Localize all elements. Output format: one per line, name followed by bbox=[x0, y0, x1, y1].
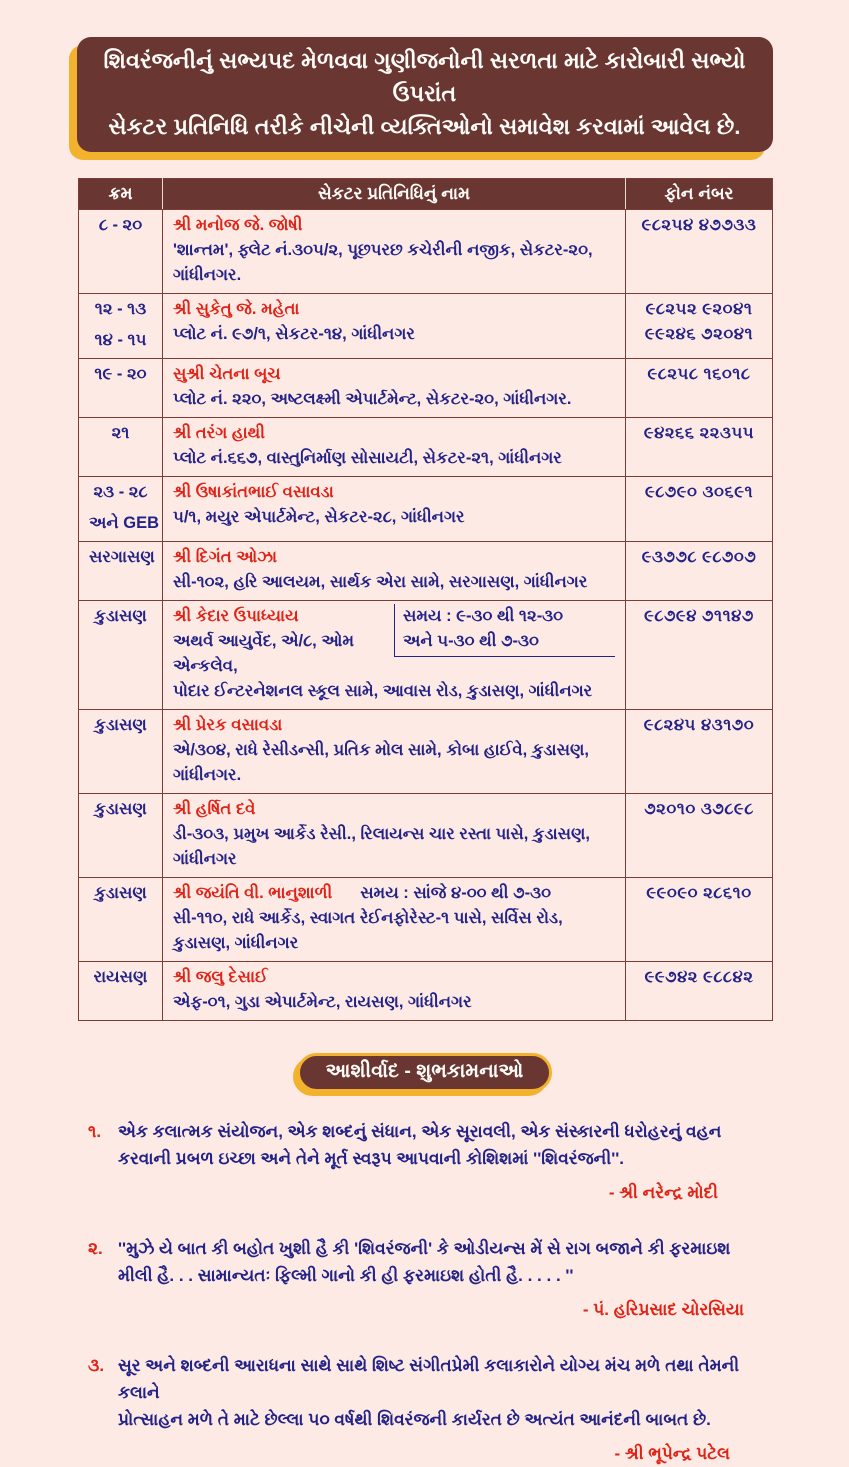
kram-line: ૧૪ - ૧૫ bbox=[94, 331, 147, 349]
table-row bbox=[79, 878, 773, 962]
quote-attribution: - પં. હરિપ્રસાદ ચોરસિયા bbox=[582, 1300, 744, 1319]
kram-cell bbox=[79, 710, 163, 794]
name-address-cell bbox=[163, 210, 626, 294]
address-line: પોદાર ઈન્ટરનેશનલ સ્કૂલ સામે, આવાસ રોડ, કુડાસણ, ગાંધીનગર bbox=[173, 682, 593, 700]
address-line: એફ-૦૧, ગુડા એપાર્ટમેન્ટ, રાયસણ, ગાંધીનગર bbox=[173, 993, 472, 1011]
kram-cell bbox=[79, 542, 163, 601]
representative-name: શ્રી કેદાર ઉપાધ્યાય bbox=[173, 607, 299, 625]
time-line: સમય : ૯-૩૦ થી ૧૨-૩૦ bbox=[403, 607, 564, 625]
document-page bbox=[0, 37, 849, 1463]
phone-cell bbox=[626, 418, 773, 477]
address-line: પ્લોટ નં.૬૬૭, વાસ્તુનિર્માણ સોસાયટી, સેકટર-૨૧, ગાંધીનગર bbox=[173, 449, 562, 467]
quote-line: સૂર અને શબ્દની આરાધના સાથે સાથે શિષ્ટ સંગીતપ્રેમી કલાકારોને યોગ્ય મંચ મળે તથા તેમની કલાને bbox=[118, 1356, 740, 1402]
table-row bbox=[79, 294, 773, 359]
representative-name: શ્રી સુકેતુ જે. મહેતા bbox=[173, 300, 300, 318]
quote-2 bbox=[88, 1235, 748, 1323]
badge-container bbox=[0, 1053, 849, 1092]
kram-cell bbox=[79, 601, 163, 710]
phone-number: ૭૨૦૧૦ ૩૭૮૯૮ bbox=[644, 800, 754, 818]
phone-number: ૯૮૨૫૮ ૧૬૦૧૮ bbox=[647, 365, 751, 383]
kram-line: ૨૧ bbox=[111, 424, 130, 442]
kram-cell bbox=[79, 878, 163, 962]
kram-line: ૧૨ - ૧૩ bbox=[94, 300, 147, 318]
quote-body bbox=[118, 1352, 748, 1467]
phone-cell bbox=[626, 359, 773, 418]
header-row bbox=[79, 179, 773, 210]
name-address-cell bbox=[163, 294, 626, 359]
time-box bbox=[394, 604, 615, 657]
quote-number: ૩. bbox=[88, 1356, 105, 1375]
kram-line: ૮ - ૨૦ bbox=[98, 216, 143, 234]
phone-number: ૯૪૨૬૬ ૨૨૩૫૫ bbox=[643, 424, 755, 442]
phone-number: ૯૩૭૭૮ ૯૮૭૦૭ bbox=[641, 548, 757, 566]
name-line bbox=[173, 362, 615, 387]
phone-cell bbox=[626, 477, 773, 542]
table-row bbox=[79, 601, 773, 710]
address-line: ડી-૩૦૩, પ્રમુખ આર્કેડ રેસી., રિલાયન્સ ચાર રસ્તા પાસે, કુડાસણ, ગાંધીનગર bbox=[173, 825, 591, 868]
phone-number: ૯૮૨૫૪ ૪૭૭૩૩ bbox=[641, 216, 757, 234]
representative-name: શ્રી પ્રેરક વસાવડા bbox=[173, 716, 283, 734]
phone-cell bbox=[626, 601, 773, 710]
kram-line: ૨૩ - ૨૮ bbox=[93, 483, 148, 501]
quote-line: મીલી હૈ. . . સામાન્યતઃ ફિલ્મી ગાનો કી હી ફરમાઇશ હોતી હૈ. . . . . '' bbox=[118, 1266, 574, 1285]
title-banner bbox=[77, 37, 773, 152]
quote-line: કરવાની પ્રબળ ઇચ્છા અને તેને મૂર્ત સ્વરૂપ આપવાની કોશિશમાં ''શિવરંજની''. bbox=[118, 1149, 625, 1168]
kram-line: અને GEB bbox=[89, 514, 160, 532]
address-line: અથર્વ આયુર્વેદ, એ/૮, ઓમ એન્કલેવ, bbox=[173, 632, 354, 675]
phone-cell bbox=[626, 542, 773, 601]
quote-body bbox=[118, 1118, 748, 1206]
quote-attribution: - શ્રી ભૂપેન્દ્ર પટેલ bbox=[614, 1444, 730, 1463]
table-row bbox=[79, 542, 773, 601]
name-address-cell bbox=[163, 878, 626, 962]
quote-1 bbox=[88, 1118, 748, 1206]
quote-attribution: - શ્રી નરેન્દ્ર મોદી bbox=[608, 1183, 718, 1202]
table-header bbox=[79, 179, 773, 210]
table-row bbox=[79, 794, 773, 878]
phone-number: ૯૮૭૯૦ ૩૦૬૯૧ bbox=[644, 483, 754, 501]
quote-number: ૧. bbox=[88, 1122, 102, 1141]
table-row bbox=[79, 210, 773, 294]
address-line: પ્લોટ નં. ૨૨૦, અષ્ટલક્ષ્મી એપાર્ટમેન્ટ, સેકટર-૨૦, ગાંધીનગર. bbox=[173, 390, 572, 408]
kram-cell bbox=[79, 210, 163, 294]
representative-name: શ્રી ઉષાકાંતભાઈ વસાવડા bbox=[173, 483, 334, 501]
header-kram: ક્રમ bbox=[79, 179, 163, 210]
quote-number: ૨. bbox=[88, 1239, 103, 1258]
table-row bbox=[79, 359, 773, 418]
name-line bbox=[173, 421, 615, 446]
name-line bbox=[173, 213, 615, 238]
phone-cell bbox=[626, 294, 773, 359]
name-line bbox=[173, 881, 615, 906]
representatives-table bbox=[78, 178, 773, 1021]
time-inline: સમય : સાંજે ૪-૦૦ થી ૭-૩૦ bbox=[360, 884, 551, 902]
header-phone: ફોન નંબર bbox=[626, 179, 773, 210]
phone-number: ૯૮૨૪૫ ૪૩૧૭૦ bbox=[643, 716, 755, 734]
name-address-cell bbox=[163, 418, 626, 477]
kram-line: કુડાસણ bbox=[94, 607, 147, 625]
quote-body bbox=[118, 1235, 748, 1323]
kram-cell bbox=[79, 477, 163, 542]
representative-name: શ્રી દિગંત ઓઝા bbox=[173, 548, 278, 566]
table-row bbox=[79, 418, 773, 477]
name-line bbox=[173, 965, 615, 990]
phone-cell bbox=[626, 710, 773, 794]
table-row bbox=[79, 962, 773, 1021]
quote-line: એક કલાત્મક સંયોજન, એક શબ્દનું સંધાન, એક સૂરાવલી, એક સંસ્કારની ધરોહરનું વહન bbox=[118, 1122, 722, 1141]
quote-line: ''મુઝે યે બાત કી બહોત ખુશી હૈ કી 'શિવરંજની' કે ઓડીયન્સ મેં સે રાગ બજાને કી ફરમાઇશ bbox=[118, 1239, 731, 1258]
address-line: કુડાસણ, ગાંધીનગર bbox=[173, 934, 299, 952]
phone-number: ૯૯૦૯૦ ૨૮૬૧૦ bbox=[646, 884, 752, 902]
kram-line: કુડાસણ bbox=[94, 716, 147, 734]
representative-name: સુશ્રી ચેતના બૂચ bbox=[173, 365, 281, 383]
kram-line: ૧૯ - ૨૦ bbox=[94, 365, 147, 383]
name-address-cell bbox=[163, 710, 626, 794]
name-address-cell bbox=[163, 962, 626, 1021]
kram-cell bbox=[79, 794, 163, 878]
table-body bbox=[79, 210, 773, 1021]
phone-number: ૯૯૨૪૬ ૭૨૦૪૧ bbox=[644, 325, 754, 343]
name-address-cell bbox=[163, 794, 626, 878]
kram-line: કુડાસણ bbox=[94, 884, 147, 902]
phone-cell bbox=[626, 210, 773, 294]
kram-cell bbox=[79, 359, 163, 418]
phone-number: ૯૮૨૫૨ ૯૨૦૪૧ bbox=[645, 300, 753, 318]
kram-cell bbox=[79, 294, 163, 359]
representative-name: શ્રી મનોજ જે. જોષી bbox=[173, 216, 303, 234]
address-line: એ/૩૦૪, રાધે રેસીડન્સી, પ્રતિક મોલ સામે, કોબા હાઈવે, કુડાસણ, ગાંધીનગર. bbox=[173, 741, 589, 784]
address-line: સી-૧૧૦, રાધે આર્કેડ, સ્વાગત રેઈનફોરેસ્ટ-૧ પાસે, સર્વિસ રોડ, bbox=[173, 909, 563, 927]
name-line bbox=[173, 797, 615, 822]
name-address-cell bbox=[163, 477, 626, 542]
table-row bbox=[79, 477, 773, 542]
quote-line: પ્રોત્સાહન મળે તે માટે છેલ્લા ૫૦ વર્ષથી શિવરંજની કાર્યરત છે અત્યંત આનંદની બાબત છે. bbox=[118, 1410, 711, 1429]
banner-line-1: શિવરંજનીનું સભ્યપદ મેળવવા ગુણીજનોની સરળતા માટે કારોબારી સભ્યો ઉપરાંત bbox=[103, 48, 746, 106]
phone-cell bbox=[626, 878, 773, 962]
name-line bbox=[173, 297, 615, 322]
banner-line-2: સેકટર પ્રતિનિધિ તરીકે નીચેની વ્યક્તિઓનો સમાવેશ કરવામાં આવેલ છે. bbox=[108, 114, 741, 139]
phone-number: ૯૯૭૪૨ ૯૮૮૪૨ bbox=[644, 968, 754, 986]
table-row bbox=[79, 710, 773, 794]
kram-cell bbox=[79, 962, 163, 1021]
address-line: ૫/૧, મયુર એપાર્ટમેન્ટ, સેકટર-૨૮, ગાંધીનગર bbox=[173, 508, 465, 526]
kram-line: રાયસણ bbox=[93, 968, 148, 986]
representative-name: શ્રી જલુ દેસાઈ bbox=[173, 968, 268, 986]
name-address-cell bbox=[163, 601, 626, 710]
phone-number: ૯૮૭૯૪ ૭૧૧૪૭ bbox=[644, 607, 754, 625]
representative-name: શ્રી હર્ષિત દવે bbox=[173, 800, 256, 818]
name-line bbox=[173, 545, 615, 570]
phone-cell bbox=[626, 962, 773, 1021]
quote-3 bbox=[88, 1352, 748, 1467]
kram-line: સરગાસણ bbox=[89, 548, 155, 566]
header-name: સેકટર પ્રતિનિધિનું નામ bbox=[163, 179, 626, 210]
address-line: 'શાન્તમ', ફ્લેટ નં.૩૦૫/૨, પૂછપરછ કચેરીની નજીક, સેકટર-૨૦, ગાંધીનગર. bbox=[173, 241, 593, 284]
time-line: અને ૫-૩૦ થી ૭-૩૦ bbox=[403, 632, 539, 650]
representative-name: શ્રી તરંગ હાથી bbox=[173, 424, 265, 442]
quotes-section bbox=[88, 1118, 748, 1467]
name-line bbox=[173, 480, 615, 505]
kram-line: કુડાસણ bbox=[94, 800, 147, 818]
name-line bbox=[173, 713, 615, 738]
kram-cell bbox=[79, 418, 163, 477]
name-address-cell bbox=[163, 542, 626, 601]
name-address-cell bbox=[163, 359, 626, 418]
blessings-badge: આશીર્વાદ - શુભકામનાઓ bbox=[297, 1053, 553, 1092]
phone-cell bbox=[626, 794, 773, 878]
address-line: પ્લોટ નં. ૯૭/૧, સેકટર-૧૪, ગાંધીનગર bbox=[173, 325, 415, 343]
address-line: સી-૧૦૨, હરિ આલયમ, સાર્થક એરા સામે, સરગાસણ, ગાંધીનગર bbox=[173, 573, 588, 591]
representative-name: શ્રી જયંતિ વી. ભાનુશાળી bbox=[173, 884, 333, 902]
